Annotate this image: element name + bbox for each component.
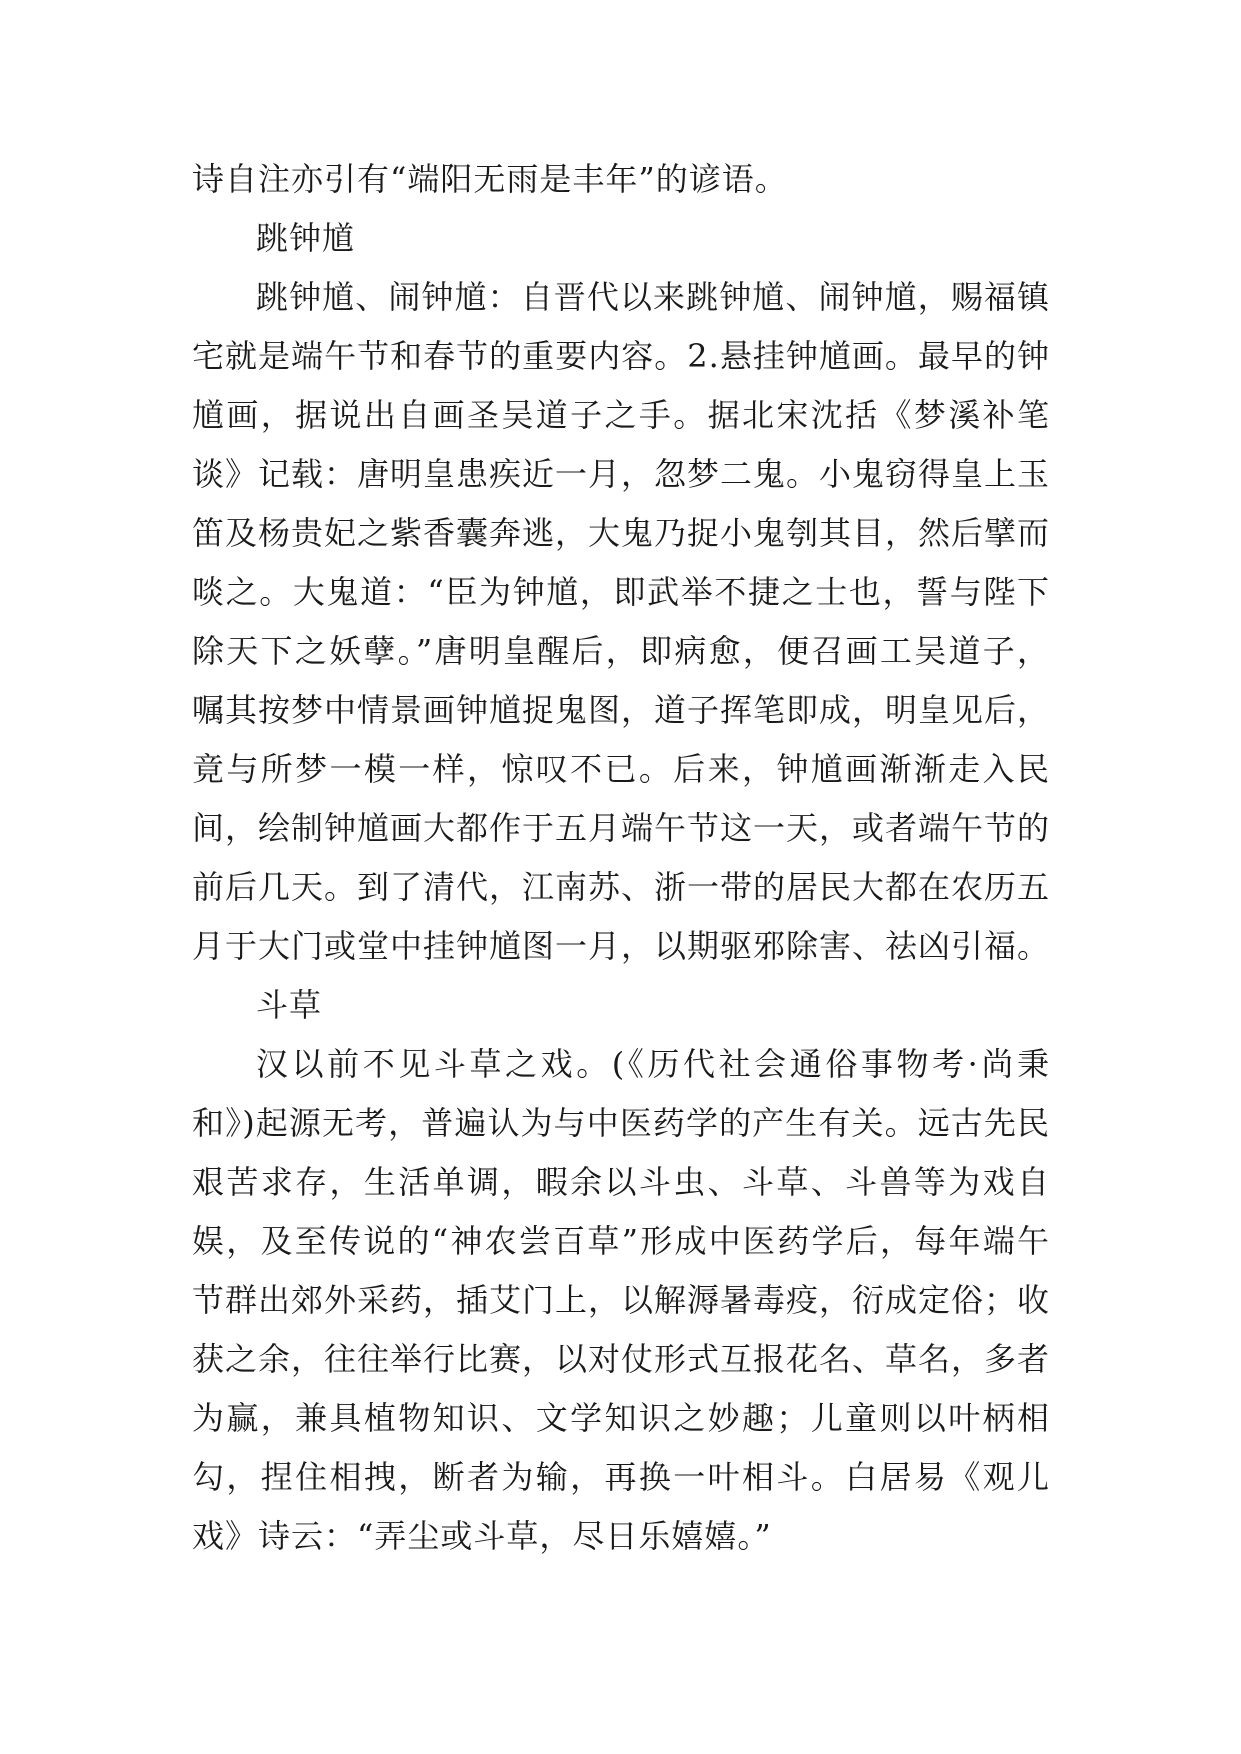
section-heading-zhong-kui: 跳钟馗 (256, 219, 356, 257)
paragraph-dou-cao: 汉以前不见斗草之戏。(《历代社会通俗事物考·尚秉和》)起源无考，普遍认为与中医药学的产生有关。远古先民艰苦求存，生活单调，暇余以斗虫、斗草、斗兽等为戏自娱，及至传说的“神农尝百草”形成中医药学后，每年端午节群出郊外采药，插艾门上，以解溽暑毒疫，衍成定俗；收获之余，往往举行比赛，以对仗形式互报花名、草名，多者为赢，兼具植物知识、文学知识之妙趣；儿童则以叶柄相勾，捏住相拽，断者为输，再换一叶相斗。白居易《观儿戏》诗云：“弄尘或斗草，尽日乐嬉嬉。” (192, 1045, 1051, 1555)
section-heading-dou-cao: 斗草 (256, 986, 323, 1024)
paragraph-zhong-kui: 跳钟馗、闹钟馗：自晋代以来跳钟馗、闹钟馗，赐福镇宅就是端午节和春节的重要内容。2.悬挂钟馗画。最早的钟馗画，据说出自画圣吴道子之手。据北宋沈括《梦溪补笔谈》记载：唐明皇患疾近一月，忽梦二鬼。小鬼窃得皇上玉笛及杨贵妃之紫香囊奔逃，大鬼乃捉小鬼刳其目，然后擘而啖之。大鬼道：“臣为钟馗，即武举不捷之士也，誓与陛下除天下之妖孽。”唐明皇醒后，即病愈，便召画工吴道子，嘱其按梦中情景画钟馗捉鬼图，道子挥笔即成，明皇见后，竟与所梦一模一样，惊叹不已。后来，钟馗画渐渐走入民间，绘制钟馗画大都作于五月端午节这一天，或者端午节的前后几天。到了清代，江南苏、浙一带的居民大都在农历五月于大门或堂中挂钟馗图一月，以期驱邪除害、祛凶引福。 (192, 278, 1051, 965)
document-body (192, 150, 1050, 1566)
paragraph-continuation: 诗自注亦引有“端阳无雨是丰年”的谚语。 (192, 160, 788, 198)
